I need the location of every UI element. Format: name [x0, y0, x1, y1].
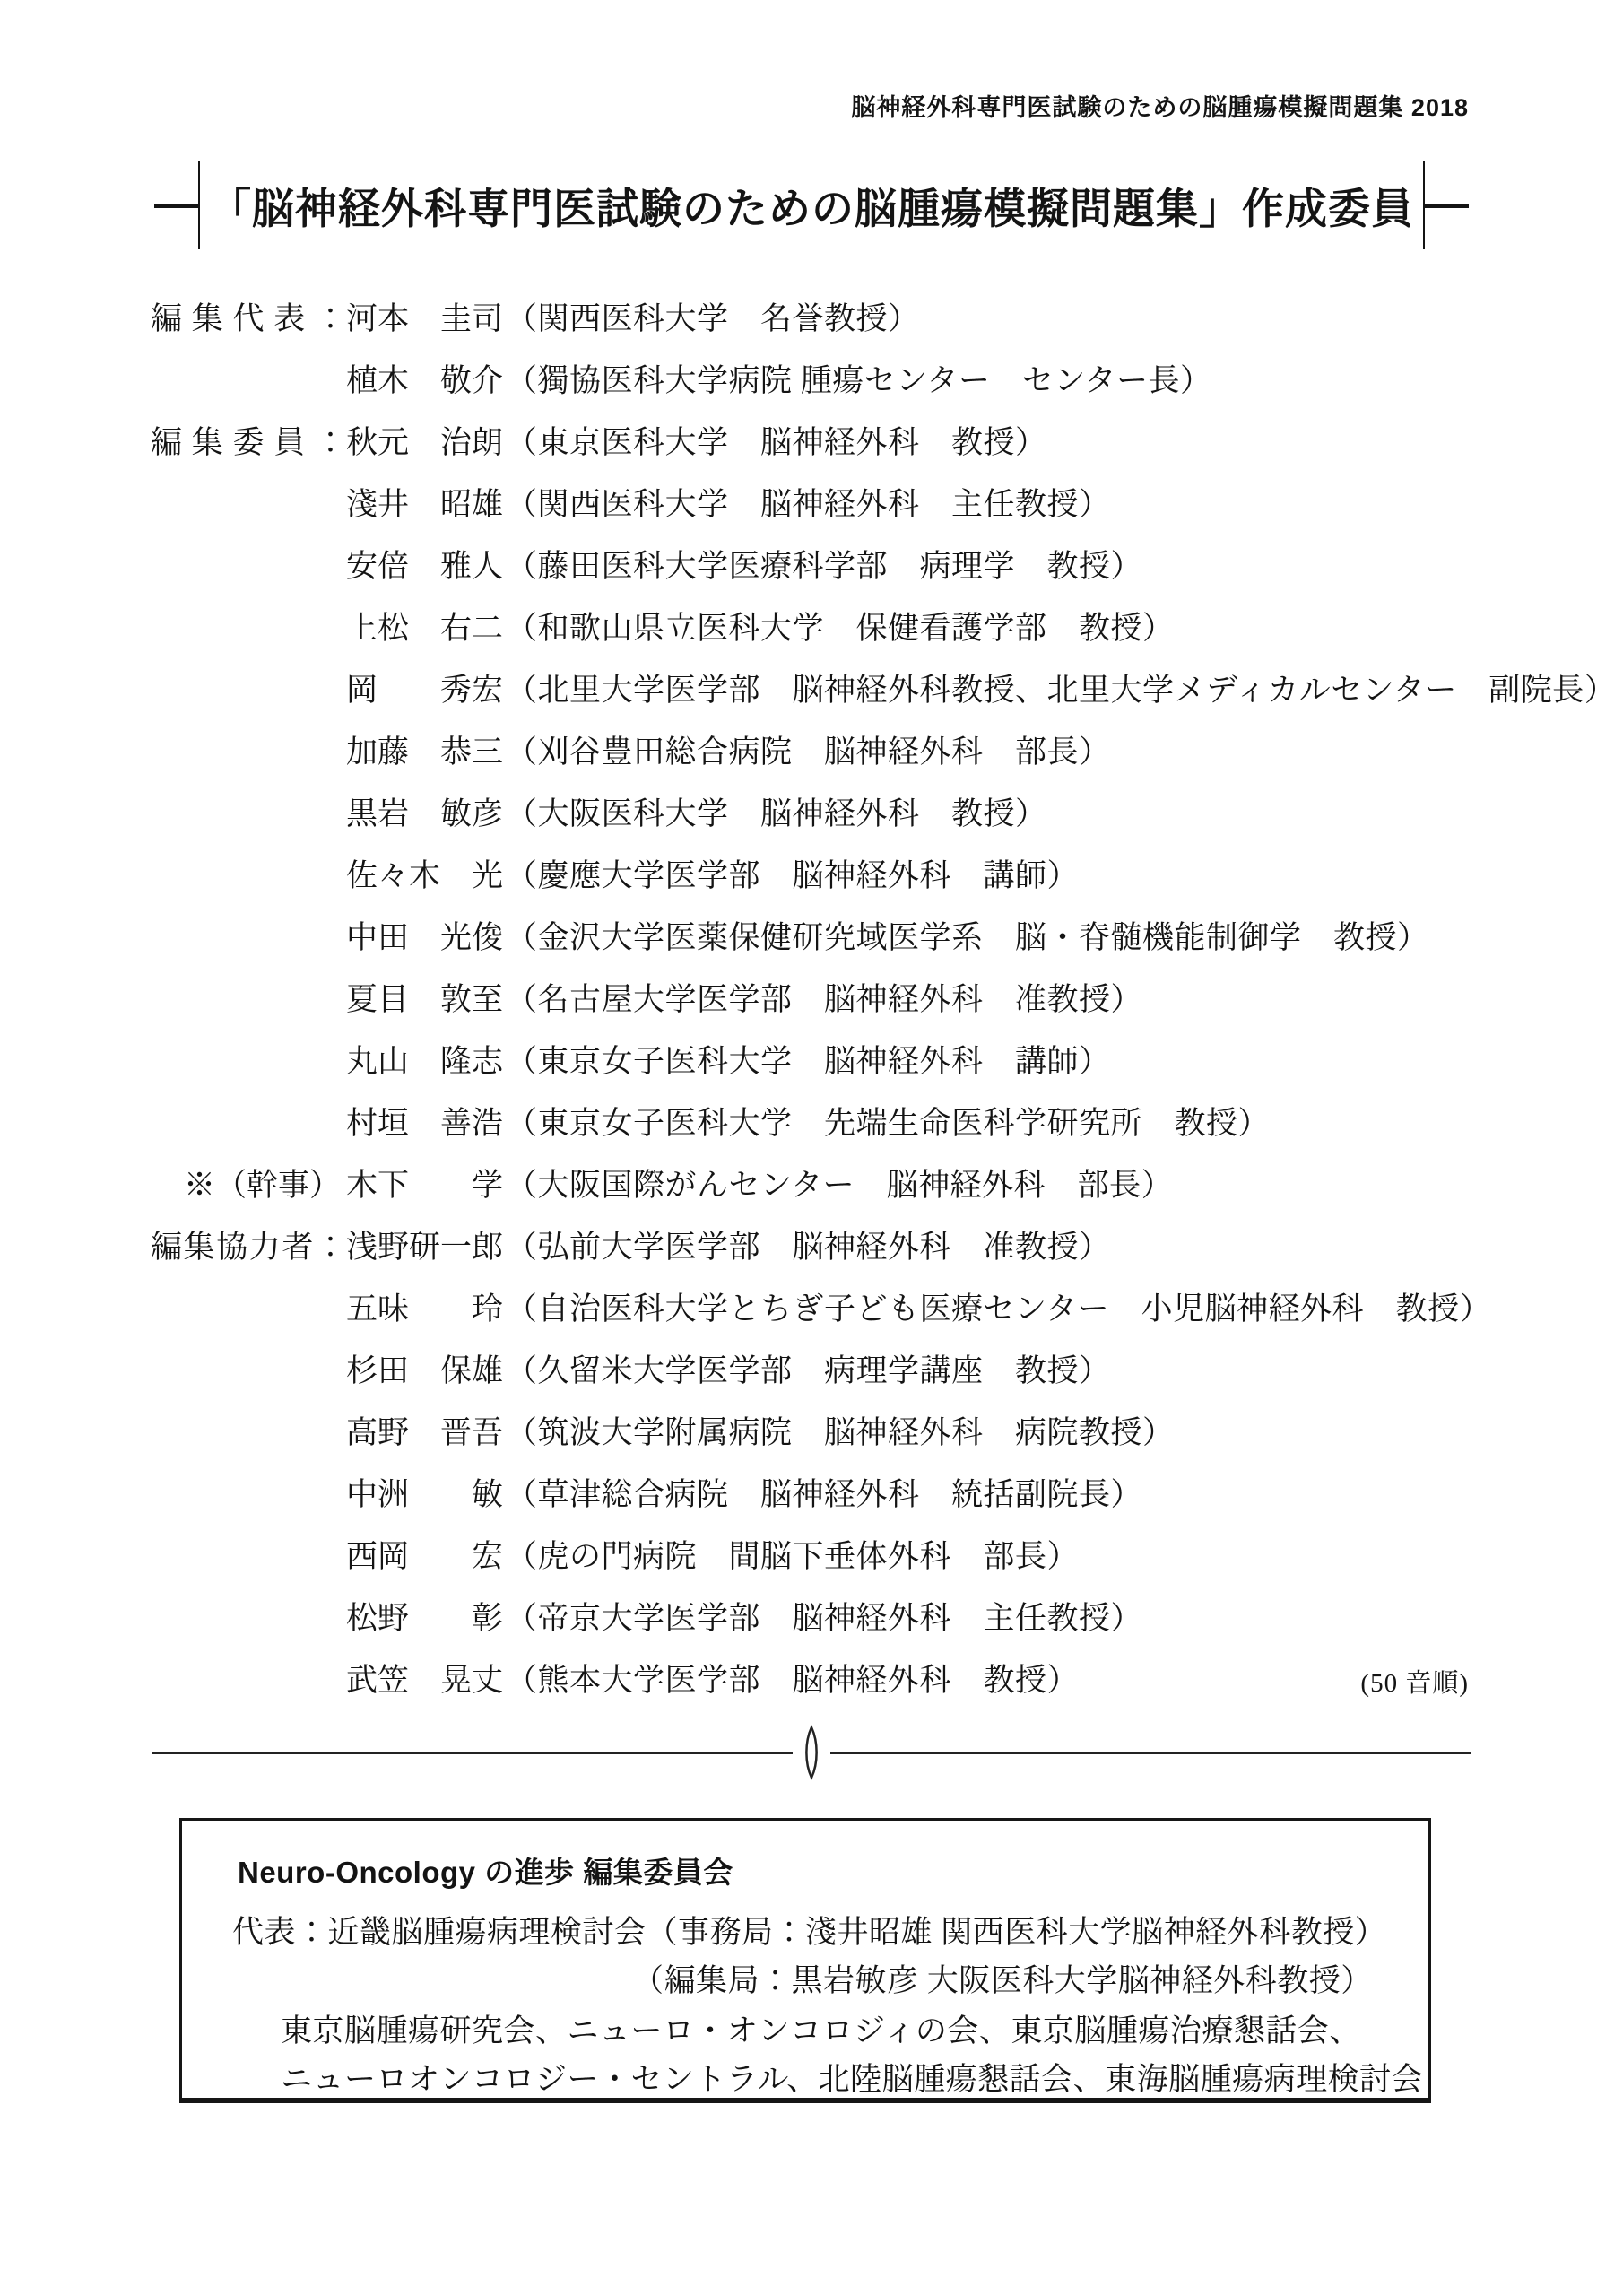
neuro-oncology-box — [179, 1818, 1431, 2103]
committee-row — [151, 966, 1616, 1028]
running-header: 脳神経外科専門医試験のための脳腫瘍模擬問題集 2018 — [851, 94, 1469, 121]
page-title — [154, 161, 1469, 249]
committee-member-name: 夏目 敦至 — [346, 981, 504, 1017]
committee-member-name: 岡 秀宏 — [346, 672, 504, 708]
committee-row — [151, 780, 1616, 842]
committee-member-affiliation: （獨協医科大学病院 腫瘍センター センター長） — [506, 362, 1212, 398]
committee-member-name: 中田 光俊 — [346, 919, 504, 955]
committee-member-name: 杉田 保雄 — [346, 1352, 504, 1388]
committee-member-name: 西岡 宏 — [346, 1538, 504, 1574]
committee-row — [151, 1275, 1616, 1337]
committee-row — [151, 1213, 1616, 1275]
box-societies-line-1: 東京脳腫瘍研究会、ニューロ・オンコロジィの会、東京脳腫瘍治療懇話会、 — [281, 2013, 1361, 2048]
committee-list — [151, 285, 1616, 1709]
committee-row — [151, 285, 1616, 347]
committee-member-name: 五味 玲 — [346, 1291, 504, 1326]
committee-row — [151, 1028, 1616, 1090]
committee-member-affiliation: （久留米大学医学部 病理学講座 教授） — [506, 1352, 1111, 1388]
committee-member-affiliation: （刈谷豊田総合病院 脳神経外科 部長） — [506, 734, 1111, 770]
box-representative-line: 代表：近畿脳腫瘍病理検討会（事務局：淺井昭雄 関西医科大学脳神経外科教授） — [232, 1915, 1387, 1950]
committee-member-affiliation: （大阪国際がんセンター 脳神経外科 部長） — [506, 1167, 1174, 1203]
committee-member-affiliation: （北里大学医学部 脳神経外科教授、北里大学メディカルセンター 副院長） — [506, 672, 1617, 708]
committee-member-affiliation: （弘前大学医学部 脳神経外科 准教授） — [506, 1229, 1111, 1265]
section-divider — [152, 1724, 1471, 1781]
committee-member-affiliation: （藤田医科大学医療科学部 病理学 教授） — [506, 548, 1143, 584]
committee-row — [151, 842, 1616, 904]
committee-member-name: 村垣 善浩 — [346, 1105, 504, 1141]
committee-row — [151, 1337, 1616, 1399]
committee-member-affiliation: （東京女子医科大学 脳神経外科 講師） — [506, 1043, 1111, 1079]
committee-row — [151, 657, 1616, 718]
committee-member-name: 植木 敬介 — [346, 362, 504, 398]
title-right-dash — [1425, 204, 1469, 208]
committee-member-affiliation: （東京医科大学 脳神経外科 教授） — [506, 424, 1047, 460]
committee-member-affiliation: （熊本大学医学部 脳神経外科 教授） — [506, 1662, 1080, 1698]
committee-member-name: 中洲 敏 — [346, 1476, 504, 1512]
committee-row — [151, 1090, 1616, 1152]
committee-role-label: 編集代表： — [151, 300, 346, 336]
committee-member-name: 黒岩 敏彦 — [346, 796, 504, 831]
committee-row — [151, 471, 1616, 533]
committee-member-affiliation: （関西医科大学 脳神経外科 主任教授） — [506, 486, 1111, 522]
committee-row — [151, 1585, 1616, 1647]
committee-member-affiliation: （東京女子医科大学 先端生命医科学研究所 教授） — [506, 1105, 1271, 1141]
committee-member-affiliation: （関西医科大学 名誉教授） — [506, 300, 920, 336]
committee-member-affiliation: （大阪医科大学 脳神経外科 教授） — [506, 796, 1047, 831]
committee-role-label: 編集協力者： — [151, 1229, 346, 1265]
committee-member-name: 高野 晋吾 — [346, 1414, 504, 1450]
committee-member-affiliation: （帝京大学医学部 脳神経外科 主任教授） — [506, 1600, 1143, 1636]
committee-member-name: 松野 彰 — [346, 1600, 504, 1636]
committee-member-name: 武笠 晃丈 — [346, 1662, 504, 1698]
committee-member-affiliation: （筑波大学附属病院 脳神経外科 病院教授） — [506, 1414, 1175, 1450]
committee-member-name: 佐々木 光 — [346, 857, 504, 893]
committee-row — [151, 409, 1616, 471]
committee-member-name: 木下 学 — [346, 1167, 504, 1203]
committee-member-affiliation: （金沢大学医薬保健研究域医学系 脳・脊髄機能制御学 教授） — [506, 919, 1429, 955]
committee-member-name: 河本 圭司 — [346, 300, 504, 336]
committee-member-name: 浅野研一郎 — [346, 1229, 504, 1265]
committee-member-name: 淺井 昭雄 — [346, 486, 504, 522]
committee-member-name: 秋元 治朗 — [346, 424, 504, 460]
diamond-lens-icon — [797, 1725, 826, 1780]
box-title: Neuro-Oncology の進歩 編集委員会 — [238, 1856, 733, 1889]
divider-line-left — [152, 1752, 793, 1754]
committee-row — [151, 1461, 1616, 1523]
committee-member-affiliation: （虎の門病院 間脳下垂体外科 部長） — [506, 1538, 1080, 1574]
committee-member-affiliation: （慶應大学医学部 脳神経外科 講師） — [506, 857, 1080, 893]
committee-role-label: 編集委員： — [151, 424, 346, 460]
page-title-text: 「脳神経外科専門医試験のための脳腫瘍模擬問題集」作成委員 — [209, 186, 1414, 233]
committee-member-affiliation: （草津総合病院 脳神経外科 統括副院長） — [506, 1476, 1143, 1512]
committee-member-name: 丸山 隆志 — [346, 1043, 504, 1079]
committee-row — [151, 533, 1616, 595]
committee-member-name: 安倍 雅人 — [346, 548, 504, 584]
committee-row — [151, 595, 1616, 657]
committee-member-affiliation: （自治医科大学とちぎ子ども医療センター 小児脳神経外科 教授） — [506, 1291, 1492, 1326]
order-note: (50 音順) — [1360, 1669, 1469, 1698]
committee-member-affiliation: （名古屋大学医学部 脳神経外科 准教授） — [506, 981, 1143, 1017]
committee-member-name: 上松 右二 — [346, 610, 504, 646]
committee-row — [151, 1399, 1616, 1461]
committee-row — [151, 904, 1616, 966]
committee-member-name: 加藤 恭三 — [346, 734, 504, 770]
committee-row — [151, 347, 1616, 409]
committee-row — [151, 718, 1616, 780]
committee-row — [151, 1523, 1616, 1585]
committee-member-affiliation: （和歌山県立医科大学 保健看護学部 教授） — [506, 610, 1175, 646]
divider-line-right — [830, 1752, 1471, 1754]
title-left-dash — [154, 204, 198, 208]
committee-role-label: ※（幹事） — [183, 1167, 341, 1203]
committee-row — [151, 1152, 1616, 1213]
box-editorial-line: （編集局：黒岩敏彦 大阪医科大学脳神経外科教授） — [632, 1963, 1373, 1998]
box-societies-line-2: ニューロオンコロジー・セントラル、北陸脳腫瘍懇話会、東海脳腫瘍病理検討会 — [281, 2062, 1424, 2097]
